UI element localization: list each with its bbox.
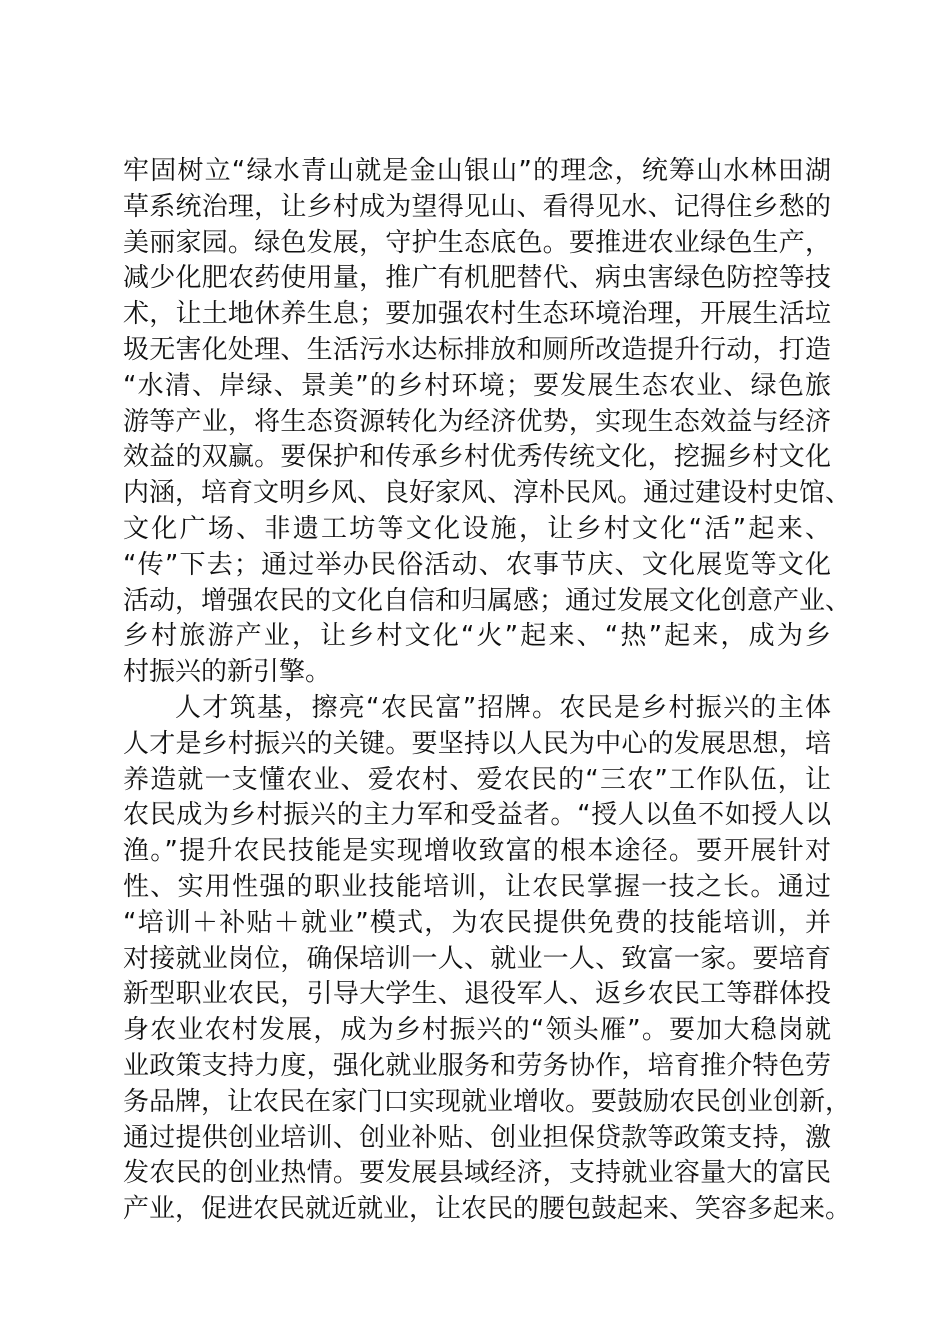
text-line: 通过提供创业培训、创业补贴、创业担保贷款等政策支持，激 (123, 1122, 831, 1153)
text-line: 农民成为乡村振兴的主力军和受益者。“授人以鱼不如授人以 (123, 800, 831, 831)
text-line: 圾无害化处理、生活污水达标排放和厕所改造提升行动，打造 (123, 334, 831, 365)
text-line: 术，让土地休养生息；要加强农村生态环境治理，开展生活垃 (123, 299, 831, 330)
text-line: “水清、岸绿、景美”的乡村环境；要发展生态农业、绿色旅 (123, 370, 831, 401)
document-body (123, 154, 852, 1228)
text-line: 身农业农村发展，成为乡村振兴的“领头雁”。要加大稳岗就 (123, 1015, 831, 1046)
paragraph-heading-line: 人才筑基，擦亮“农民富”招牌。农民是乡村振兴的主体 (175, 692, 831, 723)
text-line: 务品牌，让农民在家门口实现就业增收。要鼓励农民创业创新， (123, 1086, 852, 1117)
text-line: 发农民的创业热情。要发展县域经济，支持就业容量大的富民 (123, 1158, 831, 1189)
text-line: 内涵，培育文明乡风、良好家风、淳朴民风。通过建设村史馆、 (123, 478, 852, 509)
text-line: 乡村旅游产业，让乡村文化“火”起来、“热”起来，成为乡 (123, 621, 831, 652)
text-line: 渔。”提升农民技能是实现增收致富的根本途径。要开展针对 (123, 836, 831, 867)
text-line: 新型职业农民，引导大学生、退役军人、返乡农民工等群体投 (123, 979, 831, 1010)
text-line: 人才是乡村振兴的关键。要坚持以人民为中心的发展思想，培 (123, 728, 831, 759)
text-line: 村振兴的新引擎。 (123, 657, 332, 688)
text-line: 美丽家园。绿色发展，守护生态底色。要推进农业绿色生产， (123, 227, 831, 258)
text-line: 产业，促进农民就近就业，让农民的腰包鼓起来、笑容多起来。 (123, 1194, 852, 1225)
text-line: 对接就业岗位，确保培训一人、就业一人、致富一家。要培育 (123, 943, 831, 974)
text-line: 效益的双赢。要保护和传承乡村优秀传统文化，挖掘乡村文化 (123, 442, 831, 473)
text-line: 性、实用性强的职业技能培训，让农民掌握一技之长。通过 (123, 871, 831, 902)
text-line: 游等产业，将生态资源转化为经济优势，实现生态效益与经济 (123, 406, 831, 437)
text-line: 牢固树立“绿水青山就是金山银山”的理念，统筹山水林田湖 (123, 156, 831, 186)
text-line: 减少化肥农药使用量，推广有机肥替代、病虫害绿色防控等技 (123, 263, 831, 294)
text-line: 草系统治理，让乡村成为望得见山、看得见水、记得住乡愁的 (123, 191, 831, 222)
text-line: 文化广场、非遗工坊等文化设施，让乡村文化“活”起来、 (123, 513, 831, 544)
text-line: 养造就一支懂农业、爱农村、爱农民的“三农”工作队伍，让 (123, 764, 831, 795)
text-line: 业政策支持力度，强化就业服务和劳务协作，培育推介特色劳 (123, 1050, 831, 1081)
text-line: “培训＋补贴＋就业”模式，为农民提供免费的技能培训，并 (123, 907, 831, 938)
text-line: “传”下去；通过举办民俗活动、农事节庆、文化展览等文化 (123, 549, 831, 580)
text-line: 活动，增强农民的文化自信和归属感；通过发展文化创意产业、 (123, 585, 852, 616)
